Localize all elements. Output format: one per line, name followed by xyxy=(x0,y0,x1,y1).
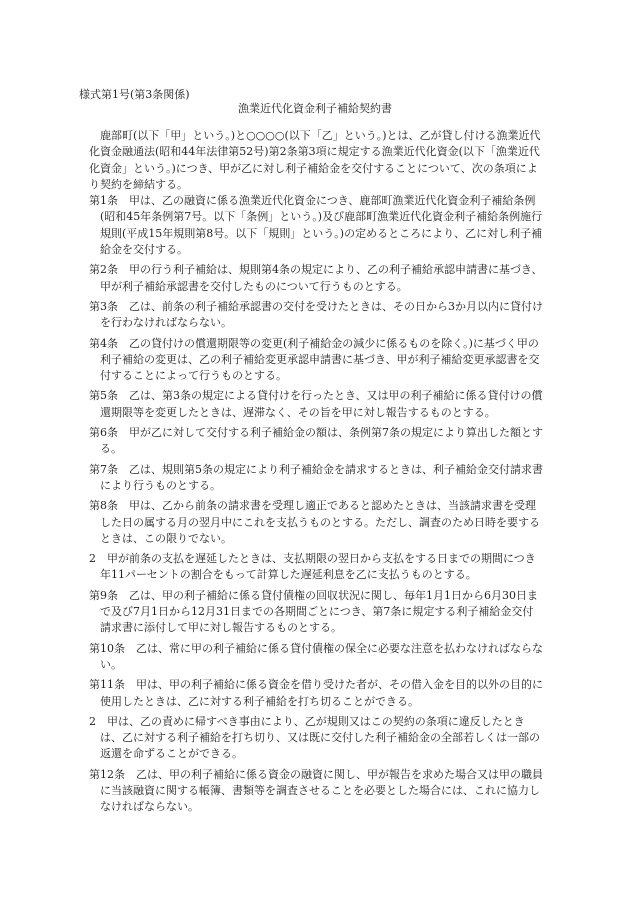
paragraph-number: 2 xyxy=(89,714,96,728)
article-10 xyxy=(89,641,544,674)
article-text: 甲は、乙の責めに帰すべき事由により、乙が規則又はこの契約の条項に違反したときは、乙に対する利子補給を打ち切り、又は既に交付した利子補給金の全部若しくは一部の返還を命ずることができる。 xyxy=(100,714,540,761)
article-text: 乙は、甲の利子補給に係る資金の融資に関し、甲が報告を求めた場合又は甲の職員に当該融資に関する帳簿、書類等を調査させることを必要とした場合には、これに協力しなければならない。 xyxy=(100,767,543,814)
article-number: 第3条 xyxy=(89,299,118,313)
article-number: 第8条 xyxy=(89,499,118,513)
article-text: 甲は、乙から前条の請求書を受理し適正であると認めたときは、当該請求書を受理した日の属する月の翌月中にこれを支払うものとする。ただし、調査のため日時を要するときは、この限りでない。 xyxy=(100,499,540,545)
article-5 xyxy=(89,388,544,421)
article-text: 乙は、甲の利子補給に係る貸付債権の回収状況に関し、毎年1月1日から6月30日まで及び7月1日から12月31日までの各期間ごとにつき、第7条に規定する利子補給金交付請求書に添付して甲に対し報告するものとする。 xyxy=(100,588,538,635)
article-3 xyxy=(89,299,544,332)
article-11 xyxy=(89,677,544,710)
article-number: 第10条 xyxy=(89,641,125,655)
article-number: 第6条 xyxy=(89,426,118,440)
article-text: 乙は、常に甲の利子補給に係る貸付債権の保全に必要な注意を払わなければならない。 xyxy=(100,641,543,671)
article-number: 第12条 xyxy=(89,767,125,781)
article-number: 第1条 xyxy=(89,194,118,208)
article-text: 乙は、第3条の規定による貸付けを行ったとき、又は甲の利子補給に係る貸付けの償還期限等を変更したときは、遅滞なく、その旨を甲に対し報告するものとする。 xyxy=(100,389,543,419)
article-number: 第4条 xyxy=(89,336,118,350)
article-text: 甲は、乙の融資に係る漁業近代化資金につき、鹿部町漁業近代化資金利子補給条例(昭和45年条例第7号。以下「条例」という。)及び鹿部町漁業近代化資金利子補給条例施行規則(平成15年規則第8号。以下「規則」という。)の定めるところにより、乙に対し利子補給金を交付する。 xyxy=(100,194,543,257)
contract-body xyxy=(89,128,544,820)
article-7 xyxy=(89,462,544,495)
article-text: 甲は、甲の利子補給に係る資金を借り受けた者が、その借入金を目的以外の目的に使用したときは、乙に対する利子補給を打ち切ることができる。 xyxy=(100,678,543,708)
article-number: 第5条 xyxy=(89,389,118,403)
article-4 xyxy=(89,336,544,385)
article-number: 第9条 xyxy=(89,588,118,602)
document-title: 漁業近代化資金利子補給契約書 xyxy=(238,102,392,115)
article-12 xyxy=(89,767,544,816)
form-number: 様式第1号(第3条関係) xyxy=(79,88,190,101)
article-11-paragraph-2 xyxy=(89,714,544,763)
intro-paragraph: 鹿部町(以下「甲」という。)と○○○○(以下「乙」という。)とは、乙が貸し付ける漁業近代化資金融通法(昭和44年法律第52号)第2条第3項に規定する漁業近代化資金(以下「漁業近代化資金」という。)につき、甲が乙に対し利子補給金を交付することについて、次の条項により契約を締結する。 xyxy=(89,129,541,191)
article-text: 甲の行う利子補給は、規則第4条の規定により、乙の利子補給承認申請書に基づき、甲が利子補給承認書を交付したものについて行うものとする。 xyxy=(100,263,543,293)
paragraph-number: 2 xyxy=(89,552,96,566)
article-8 xyxy=(89,498,544,547)
article-2 xyxy=(89,262,544,295)
article-9 xyxy=(89,588,544,637)
article-number: 第11条 xyxy=(89,678,125,692)
article-text: 甲が前条の支払を遅延したときは、支払期限の翌日から支払をする日までの期間につき年11パーセントの割合をもって計算した遅延利息を乙に支払うものとする。 xyxy=(100,552,536,582)
article-1 xyxy=(89,193,544,258)
article-text: 乙は、規則第5条の規定により利子補給金を請求するときは、利子補給金交付請求書により行うものとする。 xyxy=(100,462,543,492)
article-text: 乙の貸付けの償還期限等の変更(利子補給金の減少に係るものを除く。)に基づく甲の利子補給の変更は、乙の利子補給変更承認申請書に基づき、甲が利子補給変更承認書を交付することによって行うものとする。 xyxy=(100,336,540,383)
article-6 xyxy=(89,425,544,458)
article-8-paragraph-2 xyxy=(89,551,544,584)
article-text: 乙は、前条の利子補給承認書の交付を受けたときは、その日から3か月以内に貸付けを行わなければならない。 xyxy=(100,299,543,330)
article-text: 甲が乙に対して交付する利子補給金の額は、条例第7条の規定により算出した額とする。 xyxy=(100,426,543,456)
article-number: 第2条 xyxy=(89,263,118,277)
article-number: 第7条 xyxy=(89,462,118,476)
